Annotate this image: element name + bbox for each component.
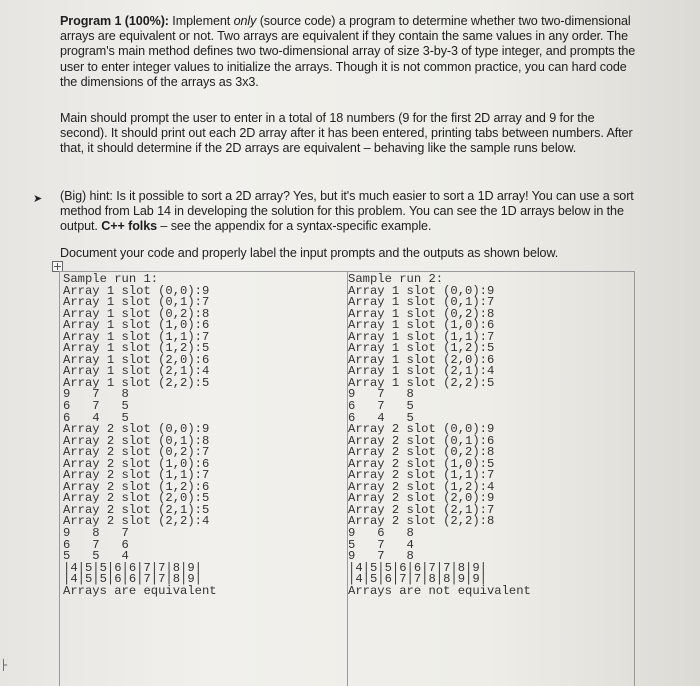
output-line: Sample run 2: [348,272,444,286]
output-line: Array 1 slot (1,0):6 [63,318,210,333]
output-line: Array 2 slot (2,1):5 [63,502,210,517]
side-bracket-mark: ├ [0,660,8,671]
hint-text: – see the appendix for a syntax-specific example. [157,219,432,234]
output-line: Sample run 1: [63,272,159,286]
output-line: Array 1 slot (2,2):5 [63,375,210,390]
output-line: Array 1 slot (0,2):8 [63,306,210,321]
sample-run-2-cell [347,272,635,686]
output-line: 6 4 5 [348,410,414,425]
cpp-folks-label: C++ folks [101,219,158,234]
output-line: 9 7 8 [348,549,414,564]
output-line: 5 7 4 [348,537,414,552]
output-line: Array 2 slot (2,0):9 [348,491,495,506]
paragraph-text: Implement [168,14,234,28]
output-line: Array 1 slot (0,0):9 [348,283,495,298]
output-line: Array 2 slot (2,1):7 [348,502,495,517]
output-line: Array 2 slot (2,2):8 [348,514,495,529]
output-line: Array 1 slot (0,1):7 [63,295,210,310]
output-line: Array 2 slot (1,2):4 [348,479,495,494]
output-line: Array 2 slot (0,0):9 [63,422,210,437]
hint-text: (Big) hint: Is it possible to sort a 2D array? Yes, but it's much easier to sort a 1D array! You can use a sort method from Lab 14 in developing the solution for this problem. You can see the 1D arrays below in the output. [60,189,634,234]
output-line: Array 2 slot (0,1):6 [348,433,495,448]
output-line: Array 2 slot (1,0):5 [348,456,495,471]
output-line: 9 7 8 [348,387,414,402]
arrow-bullet-icon: ➤ [33,193,43,205]
output-line: 9 8 7 [63,526,129,541]
program-title: Program 1 (100%): [60,14,169,28]
output-line: 6 7 5 [63,399,129,414]
output-line: Array 1 slot (1,1):7 [63,329,210,344]
program-description-paragraph [60,14,645,90]
main-prompt-paragraph: Main should prompt the user to enter in a total of 18 numbers (9 for the first 2D array and 9 for the second). It should print out each 2D array after it has been entered, printing tabs between numbers. After that, it should determine if the 2D arrays are equivalent – behaving like the sample runs below. [60,111,633,156]
output-line: Array 1 slot (2,0):6 [348,352,495,367]
output-line: Array 2 slot (1,0):6 [63,456,210,471]
output-line: Array 1 slot (0,0):9 [63,283,210,298]
output-line: Array 1 slot (2,0):6 [63,352,210,367]
output-line: |4|5|6|7|7|8|8|9|9| [348,572,487,587]
sample-run-2-output [348,274,531,597]
output-line: Array 1 slot (1,0):6 [348,318,495,333]
output-line: Array 2 slot (2,2):4 [63,514,210,529]
output-line: 6 4 5 [63,410,129,425]
output-line: Array 1 slot (2,2):5 [348,375,495,390]
output-line: Array 2 slot (1,1):7 [348,468,495,483]
documentation-paragraph: Document your code and properly label the input prompts and the outputs as shown below. [60,246,559,260]
output-line: Array 2 slot (0,0):9 [348,422,495,437]
output-line: Array 1 slot (2,1):4 [348,364,495,379]
output-line: Array 2 slot (0,2):7 [63,445,210,460]
output-line: 5 5 4 [63,549,129,564]
hint-paragraph [60,189,645,235]
sample-run-1-output [63,274,217,597]
sample-run-1-cell [60,272,348,686]
output-line: Array 2 slot (0,2):8 [348,445,495,460]
output-line: Array 1 slot (0,1):7 [348,295,495,310]
output-line: |4|5|5|6|6|7|7|8|9| [63,560,202,575]
output-line: 9 6 8 [348,526,414,541]
output-line: 6 7 6 [63,537,129,552]
output-line: Array 1 slot (1,2):5 [348,341,495,356]
output-line: Arrays are equivalent [63,583,217,598]
output-line: Array 2 slot (1,1):7 [63,468,210,483]
sample-runs-table [59,271,635,686]
output-line: 6 7 5 [348,399,414,414]
emphasis-only: only [233,14,257,28]
output-line: Array 1 slot (1,1):7 [348,329,495,344]
output-line: 9 7 8 [63,387,129,402]
output-line: Array 2 slot (2,0):5 [63,491,210,506]
output-line: Array 2 slot (0,1):8 [63,433,210,448]
output-line: Array 1 slot (1,2):5 [63,341,210,356]
output-line: |4|5|5|6|6|7|7|8|9| [348,560,487,575]
paragraph-text: (source code) a program to determine whether two two-dimensional arrays are equivalent or not. Two arrays are equivalent if they contain the same values in any order. The program's main method defines two two-dimensional array of size 3-by-3 of type integer, and prompts the user to enter integer values to initialize the arrays. Though it is not common practice, you can hard code the dimensions of the arrays as 3x3. [60,14,636,89]
output-line: Array 1 slot (0,2):8 [348,306,495,321]
output-line: Array 1 slot (2,1):4 [63,364,210,379]
output-line: Array 2 slot (1,2):6 [63,479,210,494]
output-line: |4|5|5|6|6|7|7|8|9| [63,572,202,587]
output-line: Arrays are not equivalent [348,583,531,598]
